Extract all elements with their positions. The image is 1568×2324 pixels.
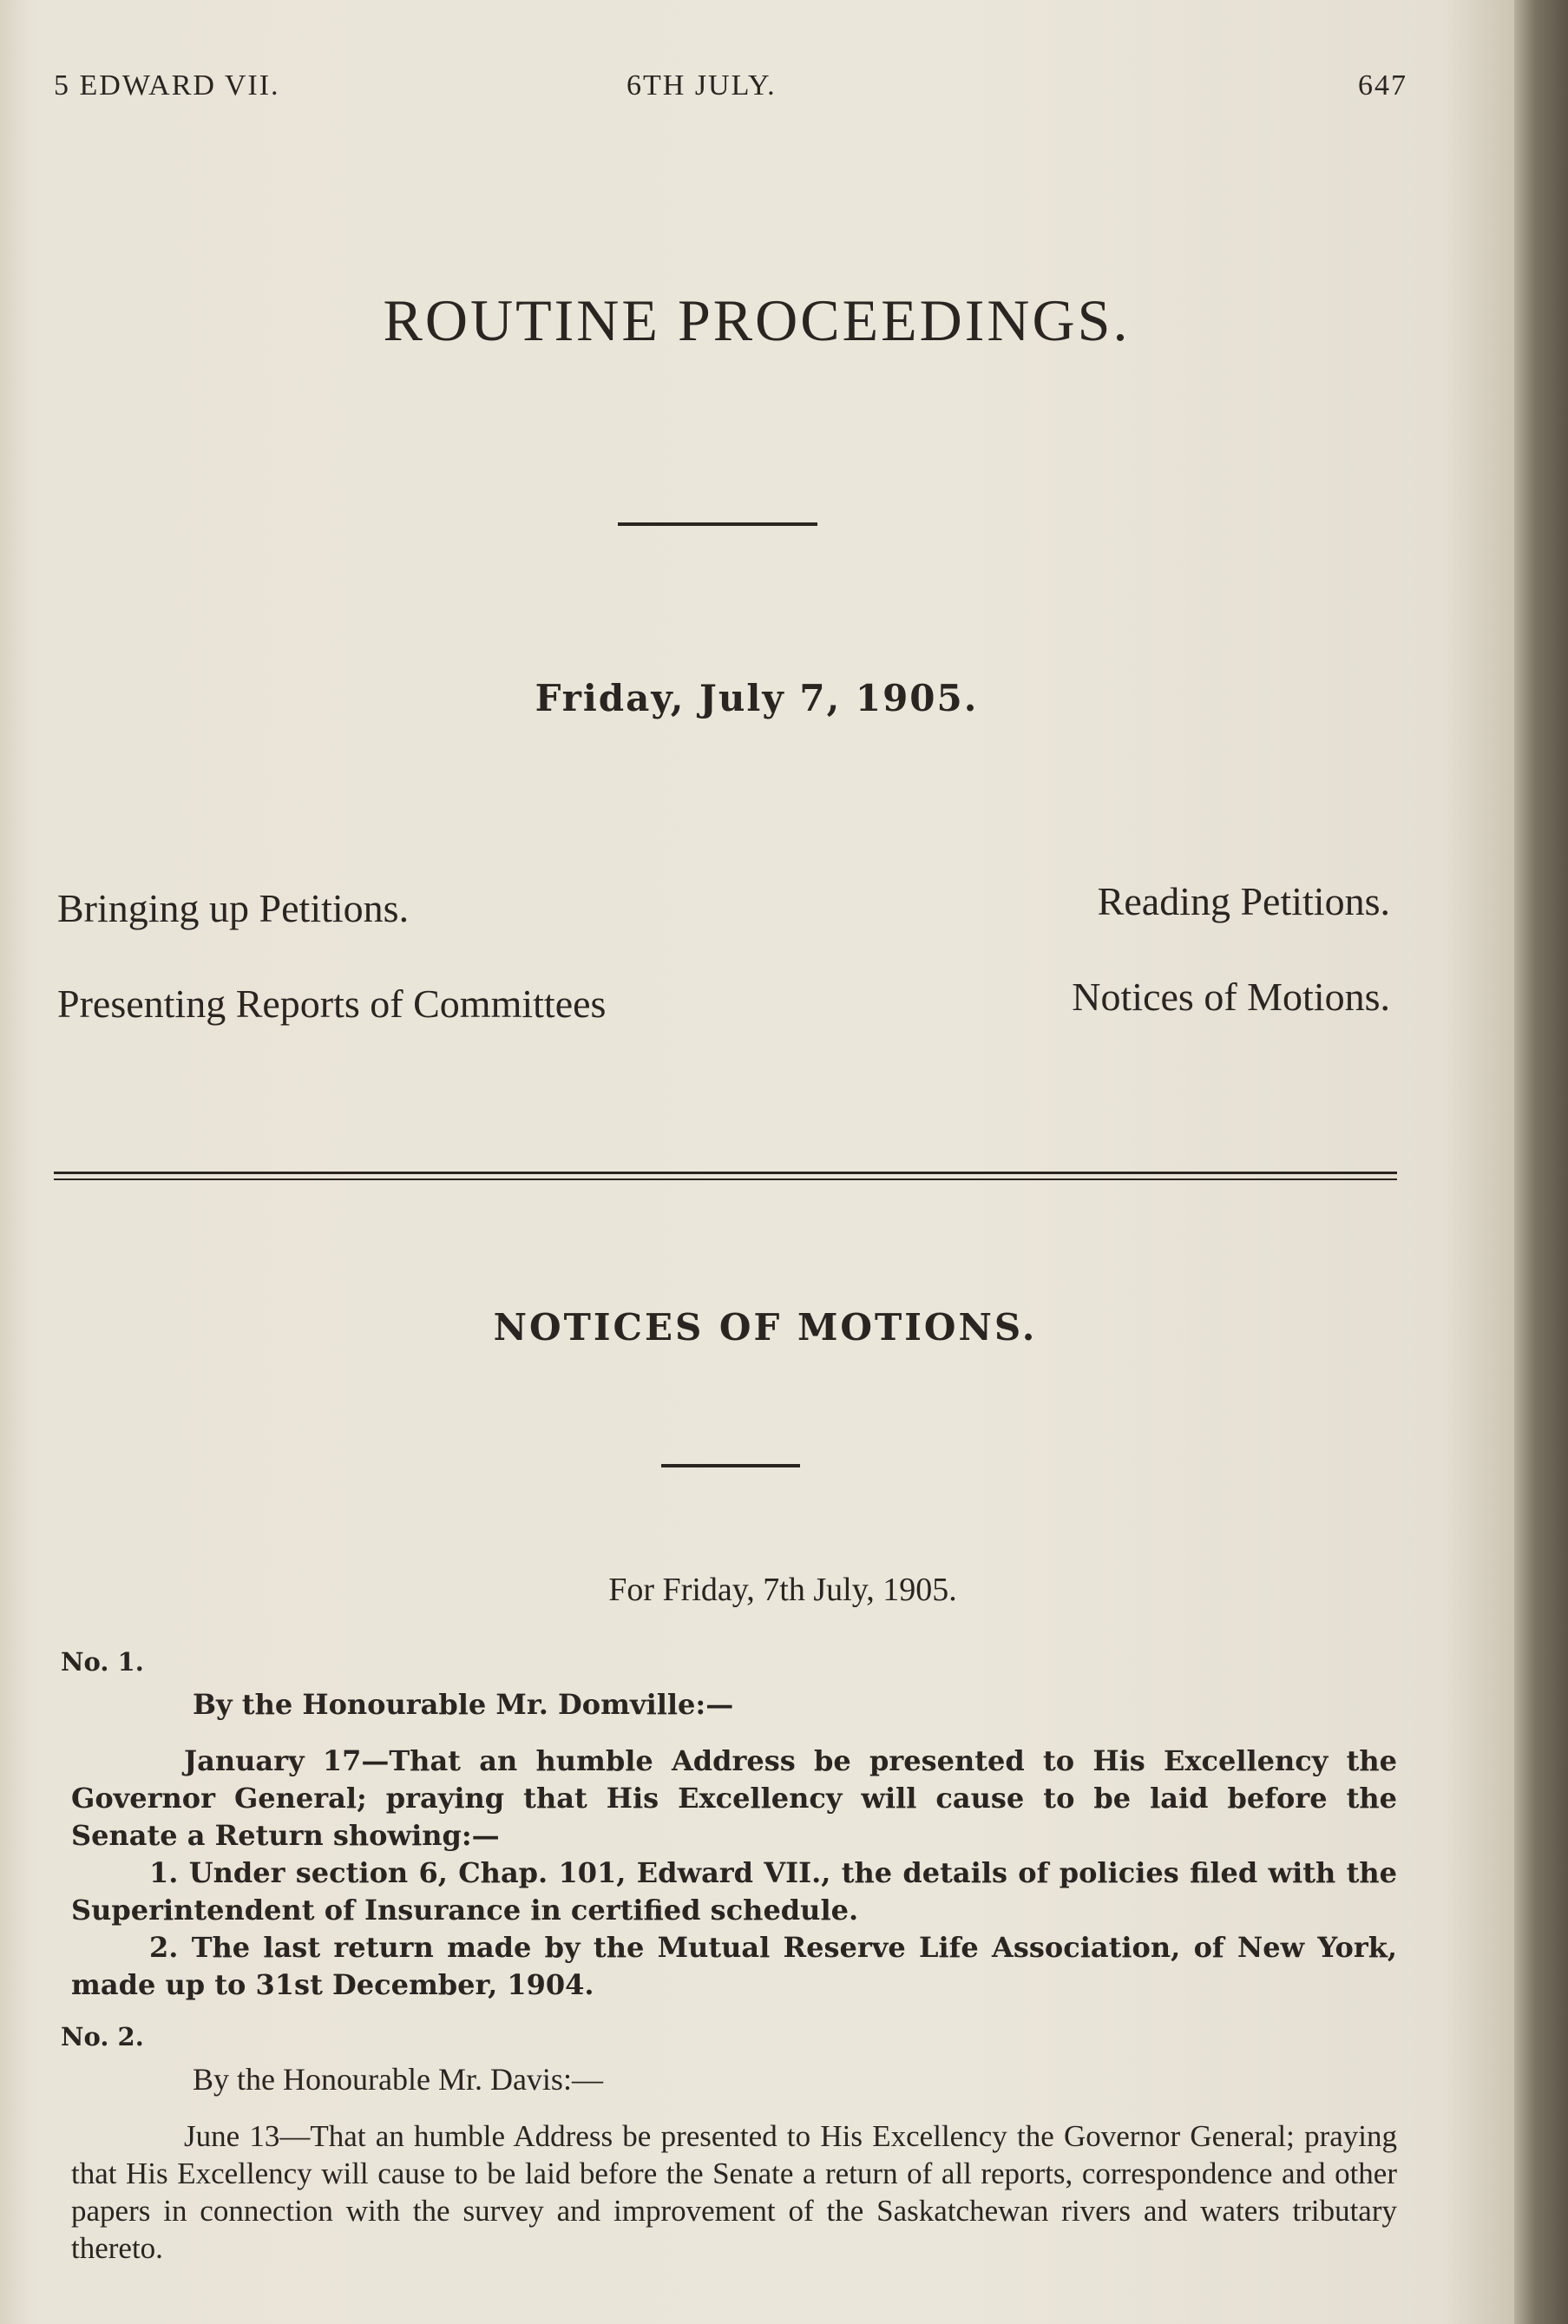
routine-item-bringing-up-petitions: Bringing up Petitions. (57, 886, 410, 930)
running-head (54, 69, 1407, 113)
book-gutter (1514, 0, 1568, 2324)
routine-item-notices-of-motions: Notices of Motions. (1072, 975, 1390, 1019)
running-head-left: 5 EDWARD VII. (54, 69, 280, 102)
title-rule (618, 522, 817, 526)
section-divider (54, 1172, 1397, 1180)
motion-body (71, 1743, 1397, 2004)
date-heading: Friday, July 7, 1905. (535, 677, 979, 719)
motion-item: 2. The last return made by the Mutual Reserve Life Association, of New York, made up to 31st December, 1904. (71, 1931, 1397, 2001)
motion-text: June 13—That an humble Address be presented to His Excellency the Governor General; praying that His Excellency will cause to be laid before the Senate a return of all reports, correspondence and other papers in connection with the survey and improvement of the Saskatchewan rivers and waters tributary thereto. (71, 2119, 1397, 2265)
motion-mover: By the Honourable Mr. Davis:— (193, 2062, 603, 2097)
for-date: For Friday, 7th July, 1905. (608, 1572, 957, 1608)
motion-item: 1. Under section 6, Chap. 101, Edward VII., the details of policies filed with the Superintendent of Insurance in certified schedule. (71, 1856, 1397, 1927)
section-heading: NOTICES OF MOTIONS. (493, 1306, 1038, 1349)
page-number: 647 (1358, 69, 1407, 102)
motion-body (71, 2117, 1397, 2267)
motion-number: No. 1. (61, 1647, 144, 1677)
motion-text: January 17—That an humble Address be presented to His Excellency the Governor General; praying that His Excellency will cause to be laid before the Senate a Return showing:— (71, 1744, 1397, 1852)
running-head-center: 6TH JULY. (627, 69, 777, 102)
routine-item-reading-petitions: Reading Petitions. (1097, 879, 1390, 923)
routine-item-presenting-reports: Presenting Reports of Committees (57, 981, 607, 1026)
motion-number: No. 2. (61, 2022, 144, 2052)
motion-mover: By the Honourable Mr. Domville:— (193, 1688, 734, 1721)
section-rule (661, 1464, 800, 1467)
page-title: ROUTINE PROCEEDINGS. (383, 287, 1131, 353)
